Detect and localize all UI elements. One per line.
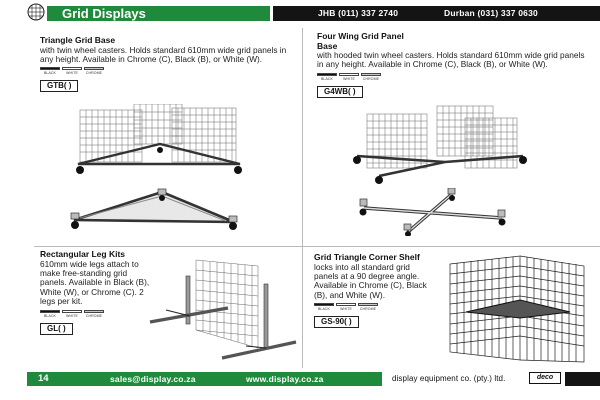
leg-kit-illustration	[148, 250, 298, 365]
globe-icon	[27, 3, 45, 21]
column-divider	[302, 28, 303, 368]
swatch-chrome: CHROME	[84, 67, 104, 75]
page-footer	[0, 372, 600, 386]
page-title: Grid Displays	[62, 6, 146, 21]
product-title: Rectangular Leg Kits	[40, 249, 126, 259]
swatch-white: WHITE	[339, 73, 359, 81]
page-header	[0, 0, 600, 22]
swatch-black: BLACK	[314, 303, 334, 311]
four-wing-base-alone-illustration	[352, 188, 527, 236]
swatch-chrome: CHROME	[84, 310, 104, 318]
triangle-base-illustration	[66, 184, 246, 232]
color-swatches	[40, 310, 155, 318]
product-description: with hooded twin wheel casters. Holds standard 610mm wide grid panels in any height. Available in Chrome (C), Black (B), or White (W).	[317, 50, 585, 70]
product-triangle-grid-base	[40, 36, 295, 93]
page-number: 14	[38, 373, 49, 384]
product-title: Triangle Grid Base	[40, 35, 116, 45]
swatch-black: BLACK	[317, 73, 337, 81]
deco-logo: deco	[529, 372, 561, 384]
product-code: GTB( )	[40, 80, 78, 92]
swatch-chrome: CHROME	[358, 303, 378, 311]
corner-shelf-illustration	[446, 254, 588, 368]
product-description: locks into all standard grid panels at a 90 degree angle. Available in Chrome (C), Black (B), and White (W).	[314, 261, 427, 300]
footer-website-link[interactable]: www.display.co.za	[246, 374, 324, 384]
product-rectangular-leg-kits	[40, 250, 155, 336]
product-description: with twin wheel casters. Holds standard 610mm wide grid panels in any height. Available in Chrome (C), Black (B), or White (W).	[40, 44, 287, 64]
swatch-chrome: CHROME	[361, 73, 381, 81]
product-description: 610mm wide legs attach to make free-standing grid panels. Available in Black (B), White (W), or Chrome (C). 2 legs per kit.	[40, 258, 150, 307]
swatch-white: WHITE	[62, 67, 82, 75]
color-swatches	[40, 67, 295, 75]
footer-email-link[interactable]: sales@display.co.za	[110, 374, 196, 384]
product-title: Grid Triangle Corner Shelf	[314, 252, 420, 262]
product-code: G4WB( )	[317, 86, 363, 98]
product-four-wing-base	[317, 32, 587, 99]
color-swatches	[317, 73, 587, 81]
product-code: GS-90( )	[314, 316, 359, 328]
triangle-grid-base-illustration	[72, 104, 247, 179]
four-wing-base-illustration	[345, 104, 530, 184]
product-title: Four Wing Grid Panel Base	[317, 31, 404, 51]
swatch-white: WHITE	[336, 303, 356, 311]
product-corner-shelf	[314, 253, 434, 329]
phone-jhb: JHB (011) 337 2740	[318, 8, 399, 18]
product-code: GL( )	[40, 323, 73, 335]
footer-green-bar	[27, 372, 382, 386]
row-divider	[34, 246, 600, 247]
footer-black-bar	[565, 372, 600, 386]
company-name: display equipment co. (pty.) ltd.	[392, 374, 506, 383]
color-swatches	[314, 303, 434, 311]
swatch-black: BLACK	[40, 67, 60, 75]
swatch-black: BLACK	[40, 310, 60, 318]
swatch-white: WHITE	[62, 310, 82, 318]
phone-durban: Durban (031) 337 0630	[444, 8, 538, 18]
